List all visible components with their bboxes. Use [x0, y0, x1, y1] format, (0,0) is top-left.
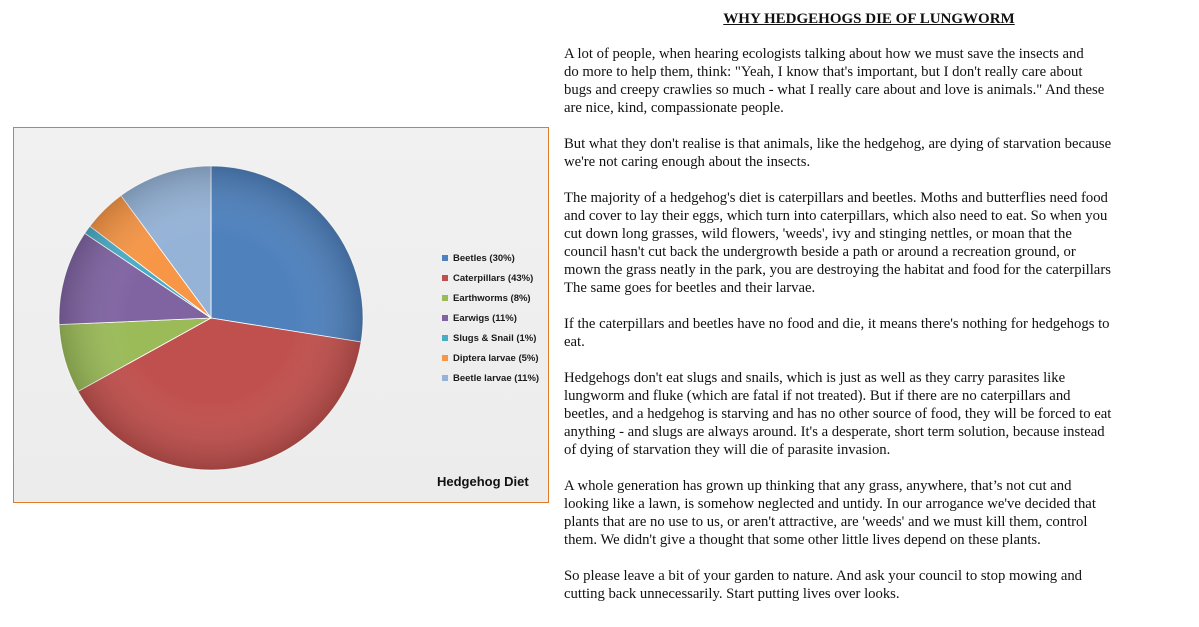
legend-item [442, 348, 539, 368]
legend-item [442, 268, 539, 288]
paragraph-line: The same goes for beetles and their larvae. [564, 280, 816, 296]
paragraph-line: cut down long grasses, wild flowers, 'weeds', ivy and stinging nettles, or moan that the [564, 226, 1072, 242]
paragraph-line: Hedgehogs don't eat slugs and snails, which is just as well as they carry parasites like [564, 370, 1066, 386]
pie-chart-panel [13, 127, 549, 503]
legend-swatch [442, 375, 448, 381]
paragraph-line: If the caterpillars and beetles have no food and die, it means there's nothing for hedgehogs to [564, 316, 1110, 332]
paragraph-line: A lot of people, when hearing ecologists talking about how we must save the insects and [564, 46, 1084, 62]
paragraph-line: looking like a lawn, is somehow neglected and untidy. In our arrogance we've decided that [564, 496, 1096, 512]
legend-item [442, 288, 539, 308]
article-body [564, 45, 1164, 603]
article-paragraph [564, 135, 1164, 171]
paragraph-line: plants that are no use to us, or aren't attractive, are 'weeds' and we must kill them, control [564, 514, 1088, 530]
paragraph-line: of dying of starvation they will die of parasite invasion. [564, 442, 891, 458]
paragraph-line: anything - and slugs are always around. It's a desperate, short term solution, because instead [564, 424, 1105, 440]
paragraph-line: A whole generation has grown up thinking that any grass, anywhere, that’s not cut and [564, 478, 1072, 494]
paragraph-line: eat. [564, 334, 585, 350]
paragraph-line: The majority of a hedgehog's diet is caterpillars and beetles. Moths and butterflies need food [564, 190, 1108, 206]
article-paragraph [564, 369, 1164, 459]
legend-item [442, 308, 539, 328]
legend-swatch [442, 335, 448, 341]
pie-slice-beetles [211, 166, 363, 342]
chart-title: Hedgehog Diet [437, 474, 529, 489]
paragraph-line: mown the grass neatly in the park, you are destroying the habitat and food for the caterpillars [564, 262, 1111, 278]
legend-swatch [442, 295, 448, 301]
legend-swatch [442, 255, 448, 261]
legend-label: Earthworms (8%) [453, 292, 531, 304]
paragraph-line: council hasn't cut back the undergrowth beside a path or around a recreation ground, or [564, 244, 1076, 260]
article-paragraph [564, 189, 1164, 297]
paragraph-line: and cover to lay their eggs, which turn into caterpillars, which also need to eat. So when you [564, 208, 1108, 224]
paragraph-line: But what they don't realise is that animals, like the hedgehog, are dying of starvation because [564, 136, 1112, 152]
article-paragraph [564, 567, 1164, 603]
paragraph-line: are nice, kind, compassionate people. [564, 100, 784, 116]
chart-legend [442, 248, 539, 388]
article-paragraph [564, 45, 1164, 117]
paragraph-line: cutting back unnecessarily. Start putting lives over looks. [564, 586, 900, 602]
paragraph-line: bugs and creepy crawlies so much - what I really care about and love is animals." And these [564, 82, 1105, 98]
article-paragraph [564, 315, 1164, 351]
paragraph-line: lungworm and fluke (which are fatal if not treated). But if there are no caterpillars and [564, 388, 1071, 404]
article-paragraph [564, 477, 1164, 549]
article [564, 10, 1164, 621]
legend-label: Diptera larvae (5%) [453, 352, 539, 364]
legend-label: Beetles (30%) [453, 252, 515, 264]
article-title: WHY HEDGEHOGS DIE OF LUNGWORM [723, 11, 1015, 27]
legend-item [442, 248, 539, 268]
legend-label: Slugs & Snail (1%) [453, 332, 537, 344]
legend-item [442, 368, 539, 388]
legend-label: Earwigs (11%) [453, 312, 517, 324]
paragraph-line: do more to help them, think: "Yeah, I know that's important, but I don't really care about [564, 64, 1083, 80]
legend-label: Caterpillars (43%) [453, 272, 534, 284]
paragraph-line: So please leave a bit of your garden to nature. And ask your council to stop mowing and [564, 568, 1083, 584]
legend-swatch [442, 355, 448, 361]
paragraph-line: we're not caring enough about the insects. [564, 154, 811, 170]
legend-item [442, 328, 539, 348]
legend-swatch [442, 275, 448, 281]
legend-label: Beetle larvae (11%) [453, 372, 540, 384]
paragraph-line: them. We didn't give a thought that some other little lives depend on these plants. [564, 532, 1041, 548]
paragraph-line: beetles, and a hedgehog is starving and has no other source of food, they will be forced to eat [564, 406, 1112, 422]
legend-swatch [442, 315, 448, 321]
